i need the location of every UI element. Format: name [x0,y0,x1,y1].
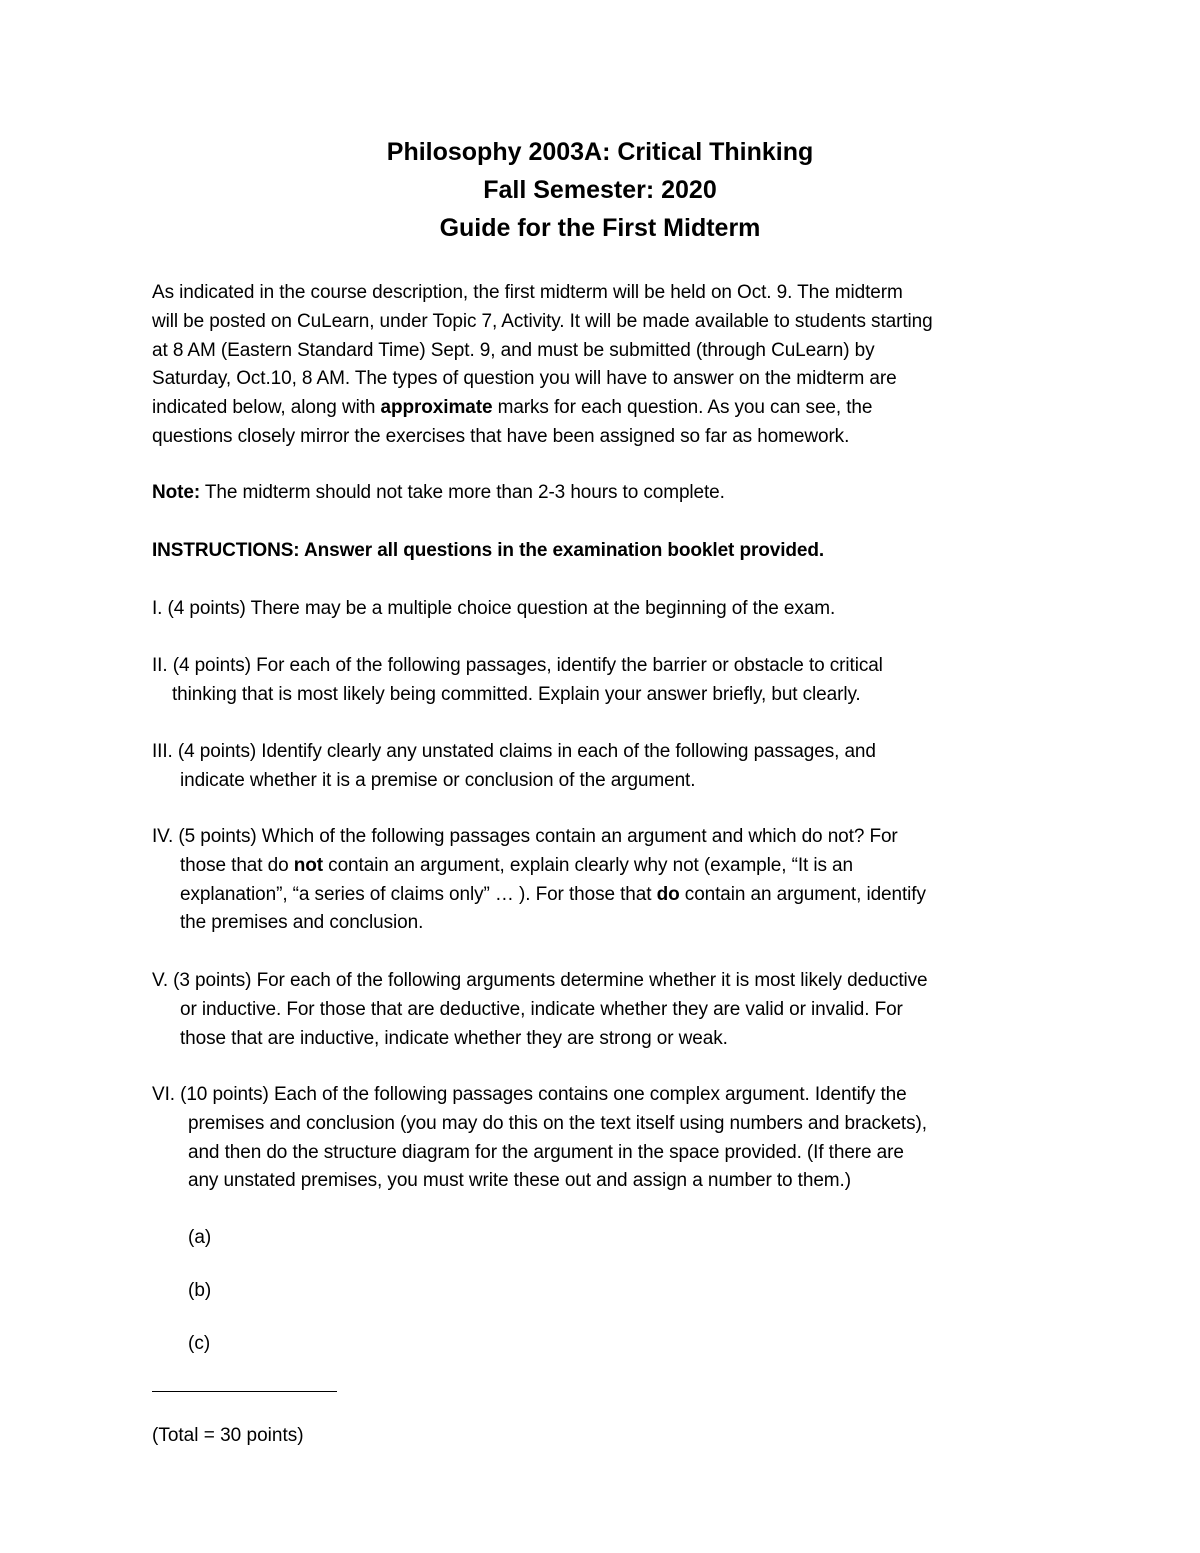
question-line: I. (4 points) There may be a multiple choice question at the beginning of the exam. [152,598,836,619]
question-line: the premises and conclusion. [180,912,424,934]
instructions-text: INSTRUCTIONS: Answer all questions in the examination booklet provided. [152,540,825,561]
guide-title: Guide for the First Midterm [439,214,761,242]
question-line: premises and conclusion (you may do this on the text itself using numbers and brackets), [188,1112,927,1134]
question-6 [152,1081,1072,1196]
question-4 [152,823,1072,938]
note-paragraph [152,479,1072,508]
question-text: contain an argument, explain clearly why not (example, “It is an [323,854,853,876]
note-text: The midterm should not take more than 2-3 hours to complete. [200,482,725,503]
total-points: (Total = 30 points) [152,1425,304,1446]
question-line: II. (4 points) For each of the following passages, identify the barrier or obstacle to critical [152,655,883,676]
sub-item-c: (c) [188,1333,211,1354]
question-text: those that do [180,854,294,876]
document-header [0,133,1200,247]
question-text: contain an argument, identify [679,883,926,905]
intro-line: Saturday, Oct.10, 8 AM. The types of question you will have to answer on the midterm are [152,368,897,390]
question-3 [152,738,1072,796]
question-line [152,852,1072,881]
note-line [152,479,1072,508]
question-line: VI. (10 points) Each of the following passages contains one complex argument. Identify the [152,1084,907,1105]
intro-text: indicated below, along with [152,397,381,419]
question-line: III. (4 points) Identify clearly any unstated claims in each of the following passages, and [152,741,876,762]
intro-line: As indicated in the course description, the first midterm will be held on Oct. 9. The midterm [152,282,903,303]
note-label: Note: [152,482,201,503]
semester-title: Fall Semester: 2020 [483,176,717,204]
question-5 [152,967,1072,1053]
question-2 [152,652,1072,710]
question-line [152,881,1072,910]
question-line: those that are inductive, indicate whether they are strong or weak. [180,1027,728,1049]
question-line: V. (3 points) For each of the following arguments determine whether it is most likely deductive [152,970,928,991]
intro-line: questions closely mirror the exercises that have been assigned so far as homework. [152,425,850,447]
question-line: and then do the structure diagram for the argument in the space provided. (If there are [188,1141,904,1163]
sub-item-b: (b) [188,1280,212,1301]
intro-line [152,394,1072,423]
question-line: indicate whether it is a premise or conclusion of the argument. [180,769,696,791]
course-title: Philosophy 2003A: Critical Thinking [386,138,814,166]
sub-item-a: (a) [188,1227,212,1248]
question-1 [152,595,1072,624]
instructions-line [152,537,1072,566]
intro-text: marks for each question. As you can see, the [492,397,873,419]
question-line: any unstated premises, you must write these out and assign a number to them.) [188,1170,851,1192]
footnote-divider [152,1391,337,1392]
question-line: IV. (5 points) Which of the following passages contain an argument and which do not? For [152,826,898,847]
instructions-paragraph [152,537,1072,566]
not-emphasis: not [293,854,323,876]
question-line: thinking that is most likely being committed. Explain your answer briefly, but clearly. [172,683,861,705]
intro-line: will be posted on CuLearn, under Topic 7, Activity. It will be made available to students starting [152,310,933,332]
approximate-emphasis: approximate [380,397,493,419]
question-text: explanation”, “a series of claims only” … ). For those that [180,883,657,905]
do-emphasis: do [656,883,680,905]
intro-paragraph [152,279,1072,452]
intro-line: at 8 AM (Eastern Standard Time) Sept. 9, and must be submitted (through CuLearn) by [152,339,875,361]
question-line: or inductive. For those that are deductive, indicate whether they are valid or invalid. For [180,998,903,1020]
